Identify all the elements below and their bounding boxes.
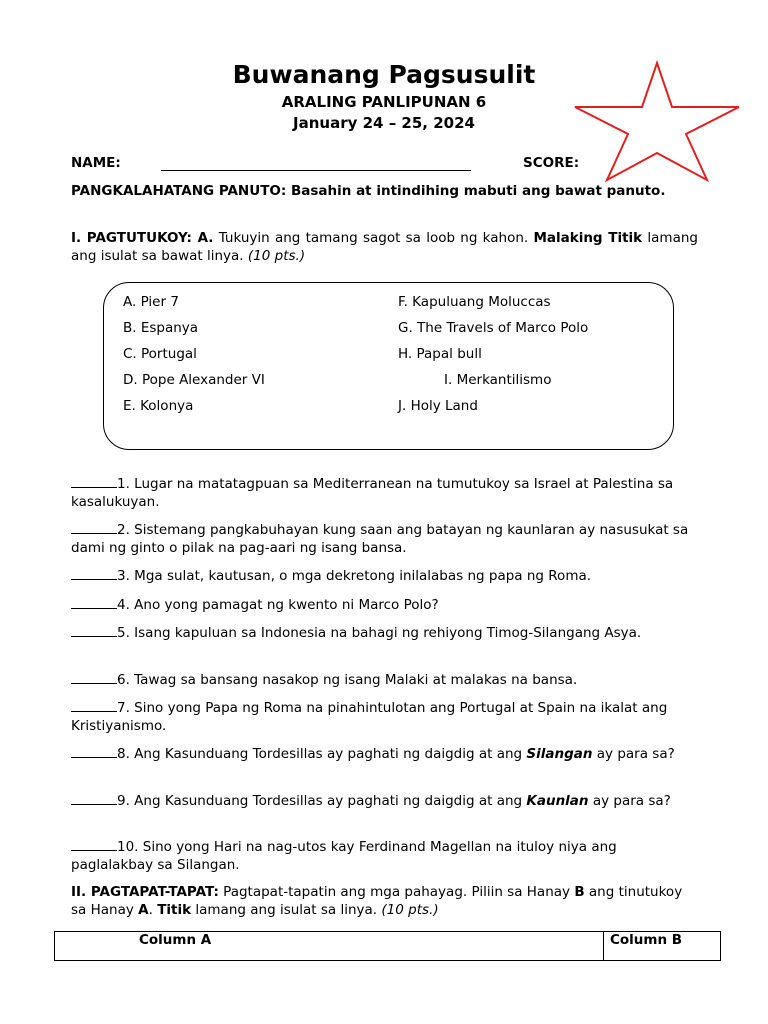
exam-date: January 24 – 25, 2024 — [293, 114, 475, 132]
part1-text2: lamang ang isulat sa bawat linya. — [71, 230, 698, 264]
choice-c: C. Portugal — [123, 346, 197, 362]
part1-bold-text: Malaking Titik — [533, 230, 643, 246]
part2-bold-b: B — [574, 884, 585, 900]
question-text-end: ay para sa? — [592, 746, 675, 762]
question-6 — [71, 671, 701, 689]
question-emphasis: Silangan — [526, 746, 593, 762]
directions-text: Basahin at intindihing mabuti ang bawat panuto. — [286, 183, 666, 199]
star-outline-icon — [572, 60, 742, 184]
question-text: 10. Sino yong Hari na nag-utos kay Ferdinand Magellan na ituloy niya ang paglalakbay sa Silangan. — [71, 839, 617, 873]
question-text: 2. Sistemang pangkabuhayan kung saan ang batayan ng kaunlaran ay nasusukat sa dami ng ginto o pilak na pag-aari ng isang bansa. — [71, 522, 689, 556]
choice-i: I. Merkantilismo — [444, 372, 552, 388]
question-5 — [71, 624, 701, 642]
directions-label: PANGKALAHATANG PANUTO: — [71, 183, 287, 199]
choice-f: F. Kapuluang Moluccas — [398, 294, 551, 310]
choice-j: J. Holy Land — [398, 398, 478, 414]
answer-blank[interactable] — [71, 838, 117, 851]
question-text: 1. Lugar na matatagpuan sa Mediterranean na tumutukoy sa Israel at Palestina sa kasalukuyan. — [71, 476, 674, 510]
column-a-header: Column A — [55, 932, 604, 961]
part1-points: (10 pts.) — [247, 248, 306, 264]
question-emphasis: Kaunlan — [526, 793, 589, 809]
subject-heading: ARALING PANLIPUNAN 6 — [281, 93, 487, 111]
question-2 — [71, 521, 701, 557]
score-label: SCORE: — [523, 155, 580, 171]
question-text: 8. Ang Kasunduang Tordesillas ay paghati ng daigdig at ang — [117, 746, 527, 762]
choice-g: G. The Travels of Marco Polo — [398, 320, 589, 336]
choice-a: A. Pier 7 — [123, 294, 179, 310]
part1-label: I. PAGTUTUKOY: A. — [71, 230, 214, 246]
answer-blank[interactable] — [71, 792, 117, 805]
part1-text1: Tukuyin ang tamang sagot sa loob ng kahon. — [213, 230, 534, 246]
choice-b: B. Espanya — [123, 320, 199, 336]
choice-d: D. Pope Alexander VI — [123, 372, 265, 388]
part2-text2: ang tinutukoy sa Hanay — [71, 884, 683, 918]
choice-h: H. Papal bull — [398, 346, 482, 362]
matching-table — [54, 931, 721, 961]
answer-blank[interactable] — [71, 596, 117, 609]
column-b-header: Column B — [604, 932, 721, 961]
choices-box — [103, 282, 674, 450]
part2-bold-a: A — [138, 902, 149, 918]
answer-blank[interactable] — [71, 624, 117, 637]
part2-text1: Pagtapat-tapatin ang mga pahayag. Piliin sa Hanay — [218, 884, 575, 900]
question-text: 3. Mga sulat, kautusan, o mga dekretong inilalabas ng papa ng Roma. — [117, 568, 592, 584]
part2-bold-titik: Titik — [157, 902, 192, 918]
general-directions — [71, 182, 701, 200]
part2-instructions — [71, 883, 701, 919]
question-7 — [71, 699, 701, 735]
part2-text4: lamang ang isulat sa linya. — [191, 902, 382, 918]
question-text: 6. Tawag sa bansang nasakop ng isang Malaki at malakas na bansa. — [117, 672, 578, 688]
question-text-end: ay para sa? — [588, 793, 671, 809]
name-label: NAME: — [71, 155, 121, 171]
question-8 — [71, 745, 701, 763]
choice-e: E. Kolonya — [123, 398, 194, 414]
name-blank-line[interactable] — [161, 154, 471, 171]
question-text: 5. Isang kapuluan sa Indonesia na bahagi ng rehiyong Timog-Silangang Asya. — [117, 625, 642, 641]
part2-points: (10 pts.) — [381, 902, 439, 918]
question-text: 4. Ano yong pamagat ng kwento ni Marco Polo? — [117, 597, 439, 613]
answer-blank[interactable] — [71, 521, 117, 534]
part1-instructions — [71, 229, 698, 265]
answer-blank[interactable] — [71, 567, 117, 580]
question-text: 9. Ang Kasunduang Tordesillas ay paghati ng daigdig at ang — [117, 793, 527, 809]
answer-blank[interactable] — [71, 475, 117, 488]
question-9 — [71, 792, 701, 810]
question-3 — [71, 567, 701, 585]
question-10 — [71, 838, 701, 874]
part2-label: II. PAGTAPAT-TAPAT: — [71, 884, 219, 900]
question-4 — [71, 596, 701, 614]
question-1 — [71, 475, 701, 511]
part2-text3: . — [148, 902, 158, 918]
answer-blank[interactable] — [71, 745, 117, 758]
page-title: Buwanang Pagsusulit — [232, 60, 536, 89]
question-text: 7. Sino yong Papa ng Roma na pinahintulotan ang Portugal at Spain na ikalat ang Kristiyanismo. — [71, 700, 668, 734]
answer-blank[interactable] — [71, 671, 117, 684]
answer-blank[interactable] — [71, 699, 117, 712]
